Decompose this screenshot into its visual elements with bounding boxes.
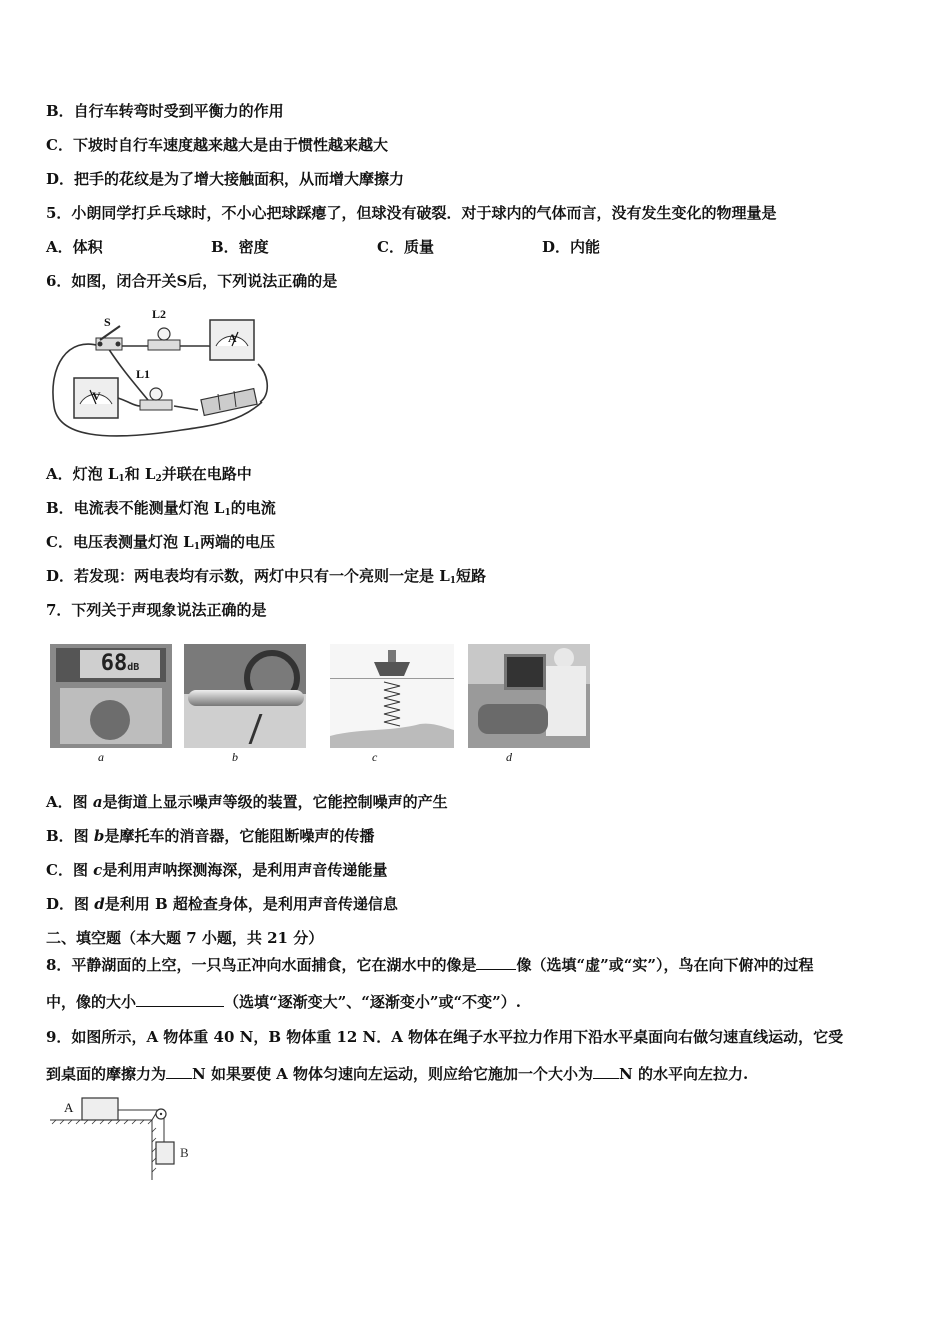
noise-display: 68dB bbox=[80, 650, 160, 678]
q6-option-a: A．灯泡 $L_1$和 $L_2$并联在电路中 bbox=[46, 465, 252, 484]
q7-option-a: A．图 a是街道上显示噪声等级的装置，它能控制噪声的产生 bbox=[46, 793, 448, 811]
label-ammeter: A bbox=[228, 331, 237, 345]
q5-option-c: C．质量 bbox=[377, 238, 434, 256]
switch-s bbox=[96, 326, 122, 350]
caption-c: c bbox=[372, 750, 378, 764]
label-s: S bbox=[104, 315, 111, 329]
q8-line-2: 中，像的大小 （选填“逐渐变大”、“逐渐变小”或“不变”）. bbox=[46, 993, 522, 1011]
q8-blank-1[interactable] bbox=[476, 955, 516, 970]
q4-option-d: D．把手的花纹是为了增大接触面积，从而增大摩擦力 bbox=[46, 170, 405, 188]
q7-option-b: B．图 b是摩托车的消音器，它能阻断噪声的传播 bbox=[46, 827, 375, 845]
q7-stem: 7．下列关于声现象说法正确的是 bbox=[46, 601, 267, 619]
q5-option-a: A．体积 bbox=[46, 238, 103, 256]
q8-line-1: 8．平静湖面的上空，一只鸟正冲向水面捕食，它在湖水中的像是 像（选填“虚”或“实”），鸟在向下俯冲的过程 bbox=[46, 956, 814, 974]
q5-option-d: D．内能 bbox=[542, 238, 601, 256]
label-l2: L2 bbox=[152, 307, 167, 321]
q9-blank-2[interactable] bbox=[593, 1064, 619, 1079]
photo-b-muffler bbox=[184, 644, 306, 748]
q6-option-b: B．电流表不能测量灯泡 $L_1$的电流 bbox=[46, 499, 276, 518]
caption-a: a bbox=[98, 750, 104, 764]
label-l1: L1 bbox=[136, 367, 151, 381]
q5-option-b: B．密度 bbox=[211, 238, 269, 256]
block-a bbox=[82, 1098, 118, 1120]
q5-stem: 5．小朗同学打乒乓球时，不小心把球踩瘪了，但球没有破裂．对于球内的气体而言，没有发生变化的物理量是 bbox=[46, 204, 777, 222]
circuit-diagram bbox=[48, 306, 272, 440]
photo-a-noise-meter bbox=[50, 644, 172, 748]
section-2-title: 二、填空题（本大题 7 小题，共 21 分） bbox=[46, 929, 324, 947]
q6-option-c: C．电压表测量灯泡 $L_1$两端的电压 bbox=[46, 533, 275, 552]
caption-d: d bbox=[506, 750, 512, 764]
bulb-l2 bbox=[148, 328, 180, 350]
photo-c-sonar bbox=[330, 644, 454, 748]
photo-d-ultrasound bbox=[468, 644, 590, 748]
q6-option-d: D．若发现：两电表均有示数，两灯中只有一个亮则一定是 $L_1$短路 bbox=[46, 567, 487, 586]
q7-option-d: D．图 d是利用 B 超检查身体，是利用声音传递信息 bbox=[46, 895, 398, 913]
label-block-b: B bbox=[180, 1145, 189, 1160]
q8-blank-2[interactable] bbox=[136, 992, 224, 1007]
bulb-l1 bbox=[140, 388, 172, 410]
q6-stem: 6．如图，闭合开关S后，下列说法正确的是 bbox=[46, 272, 338, 290]
label-block-a: A bbox=[64, 1100, 74, 1115]
q4-option-b: B．自行车转弯时受到平衡力的作用 bbox=[46, 102, 284, 120]
block-b bbox=[156, 1142, 174, 1164]
label-voltmeter: V bbox=[92, 389, 101, 403]
q9-blank-1[interactable] bbox=[166, 1064, 192, 1079]
caption-b: b bbox=[232, 750, 238, 764]
q7-option-c: C．图 c是利用声呐探测海深，是利用声音传递能量 bbox=[46, 861, 388, 879]
pulley-diagram bbox=[46, 1094, 206, 1184]
q9-line-2: 到桌面的摩擦力为 N 如果要使 A 物体匀速向左运动，则应给它施加一个大小为 N 的水平向左拉力. bbox=[46, 1065, 749, 1083]
q9-line-1: 9．如图所示，A 物体重 40 N，B 物体重 12 N．A 物体在绳子水平拉力作用下沿水平桌面向右做匀速直线运动，它受 bbox=[46, 1028, 844, 1046]
q4-option-c: C．下坡时自行车速度越来越大是由于惯性越来越大 bbox=[46, 136, 388, 154]
